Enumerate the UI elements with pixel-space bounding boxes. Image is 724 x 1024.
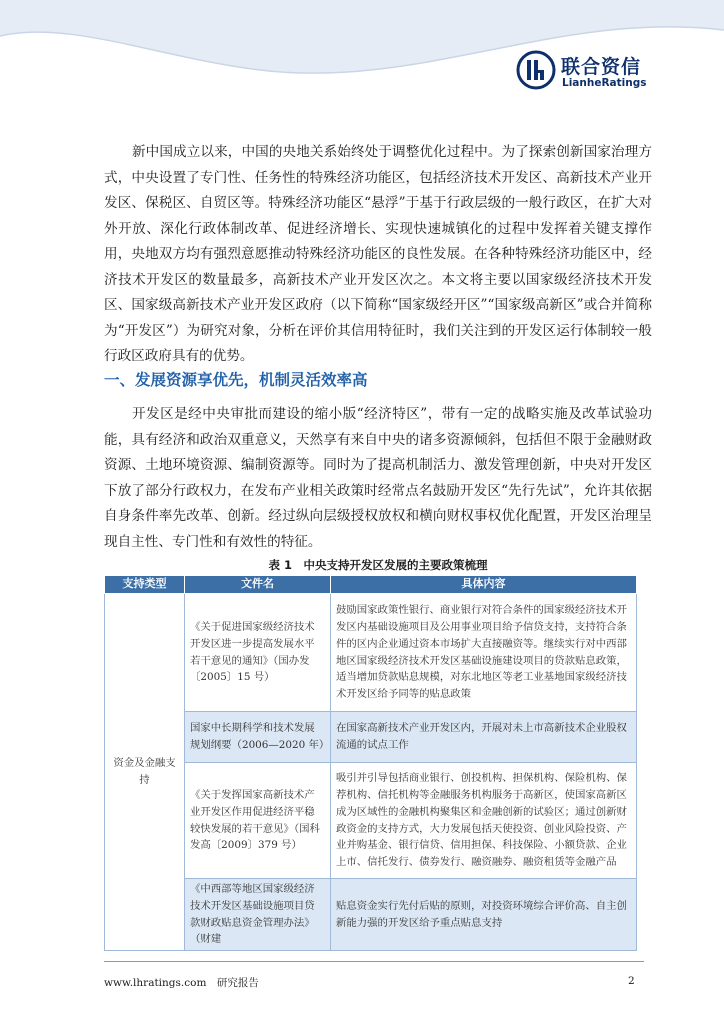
table-row [105, 879, 637, 951]
content-cell: 鼓励国家政策性银行、商业银行对符合条件的国家级经济技术开发区内基础设施项目及公用事业项目给予信贷支持，支持符合条件的区内企业通过资本市场扩大直接融资等。继续实行对中西部地区国家级经济技术开发区基础设施建设项目的贷款贴息政策，适当增加贷款贴息规模，对东北地区等老工业基地国家级经济技术开发区给予同等的贴息政策 [331, 594, 637, 712]
table-caption: 表 1 中央支持开发区发展的主要政策梳理 [268, 558, 488, 572]
content-cell: 在国家高新技术产业开发区内，开展对未上市高新技术企业股权流通的试点工作 [331, 712, 637, 763]
table-row [105, 712, 637, 763]
policy-table [104, 575, 637, 951]
file-name-cell: 《关于发挥国家高新技术产业开发区作用促进经济平稳较快发展的若干意见》（国科发高〔2009〕379 号） [185, 763, 331, 879]
content-cell: 吸引并引导包括商业银行、创投机构、担保机构、保险机构、保荐机构、信托机构等金融服务机构服务于高新区，使国家高新区成为区域性的金融机构聚集区和金融创新的试验区；通过创新财政资金的支持方式，大力发展包括天使投资、创业风险投资、产业并购基金、银行信贷、信用担保、科技保险、小额贷款、企业上市、信托发行、债券发行、融资融券、融资租赁等金融产品 [331, 763, 637, 879]
support-type-cell: 资金及金融支持 [105, 594, 185, 951]
logo-mark-icon [516, 50, 556, 90]
file-name-cell: 《关于促进国家级经济技术开发区进一步提高发展水平若干意见的通知》（国办发〔2005〕15 号） [185, 594, 331, 712]
column-header-type: 支持类型 [105, 576, 185, 594]
company-logo [516, 50, 716, 98]
logo-chinese-name: 联合资信 [561, 56, 642, 78]
intro-paragraph: 新中国成立以来，中国的央地关系始终处于调整优化过程中。为了探索创新国家治理方式，中央设置了专门性、任务性的特殊经济功能区，包括经济技术开发区、高新技术产业开发区、保税区、自贸区等。特殊经济功能区“悬浮”于基于行政层级的一般行政区，在扩大对外开放、深化行政体制改革、促进经济增长、实现快速城镇化的过程中发挥着关键支撑作用，央地双方均有强烈意愿推动特殊经济功能区的良性发展。在各种特殊经济功能区中，经济技术开发区的数量最多，高新技术产业开发区次之。本文将主要以国家级经济技术开发区、国家级高新技术产业开发区政府（以下简称“国家级经开区”“国家级高新区”或合并简称为“开发区”）为研究对象，分析在评价其信用特征时，我们关注到的开发区运行体制较一般行政区政府具有的优势。 [104, 144, 652, 364]
file-name-cell: 《中西部等地区国家级经济技术开发区基础设施项目贷款财政贴息资金管理办法》（财建 [185, 879, 331, 951]
table-header-row [105, 576, 637, 594]
section1-paragraph: 开发区是经中央审批而建设的缩小版“经济特区”，带有一定的战略实施及改革试验功能，具有经济和政治双重意义，天然享有来自中央的诸多资源倾斜，包括但不限于金融财政资源、土地环境资源、编制资源等。同时为了提高机制活力、激发管理创新，中央对开发区下放了部分行政权力，在发布产业相关政策时经常点名鼓励开发区“先行先试”，允许其依据自身条件率先改革、创新。经过纵向层级授权放权和横向财权事权优化配置，开发区治理呈现自主性、专门性和有效性的特征。 [104, 406, 652, 550]
table-row [105, 763, 637, 879]
section-heading: 一、发展资源享优先，机制灵活效率高 [104, 371, 368, 389]
content-cell: 贴息资金实行先付后贴的原则，对投资环境综合评价高、自主创新能力强的开发区给予重点贴息支持 [331, 879, 637, 951]
column-header-content: 具体内容 [331, 576, 637, 594]
logo-english-name: LianheRatings [562, 77, 647, 89]
footer-divider [104, 961, 644, 962]
page-number: 2 [628, 975, 635, 987]
file-name-cell: 国家中长期科学和技术发展规划纲要（2006—2020 年） [185, 712, 331, 763]
table-row [105, 594, 637, 712]
column-header-file: 文件名 [185, 576, 331, 594]
footer-website-label: www.lhratings.com 研究报告 [104, 977, 259, 989]
